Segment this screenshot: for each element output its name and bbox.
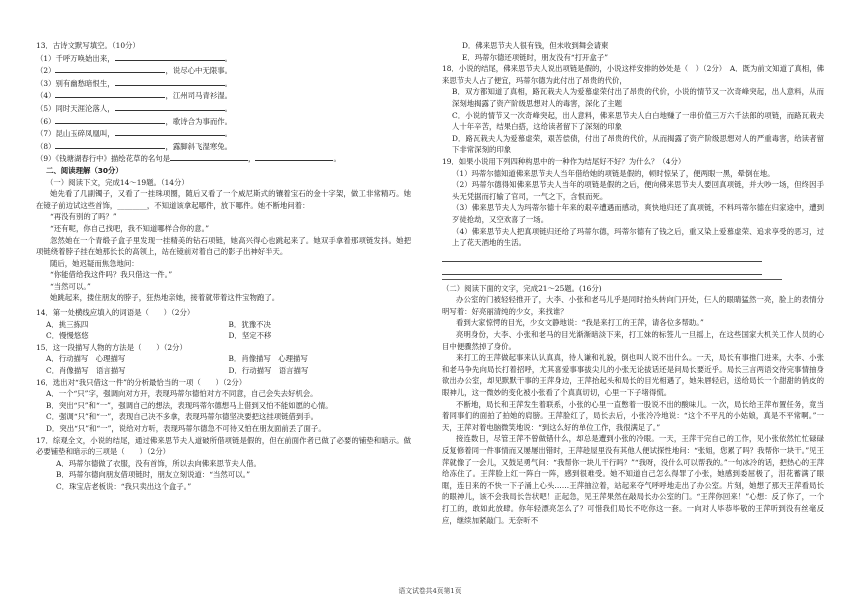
answer-line[interactable] bbox=[442, 251, 762, 262]
answer-blank[interactable] bbox=[115, 77, 225, 86]
option-c[interactable]: C．强调“只”和“一”，表现自己决不多拿，表现玛蒂尔德坚决要把这挂项链借到手。 bbox=[46, 412, 319, 422]
option-b[interactable]: B．肖像描写 心理描写 bbox=[228, 354, 308, 364]
answer-blank[interactable] bbox=[55, 64, 165, 73]
q18-stem: 18．小说的结尾，佛来思节夫人说出项链是假的，小说这样安排的妙处是（ ）（2分） A．既为前文知道了真相，佛来思节夫人占了便宜，玛蒂尔德为此付出了昂贵的代价， bbox=[442, 64, 824, 85]
section-divider bbox=[442, 279, 782, 280]
q15-stem: 15．这一段描写人物的方法是（ ）（2分） bbox=[36, 342, 187, 352]
right-column bbox=[442, 40, 824, 526]
option-c[interactable]: C．珠宝店老板说：“我只卖出这个盒子。” bbox=[56, 481, 192, 491]
answer-line[interactable] bbox=[442, 264, 762, 275]
option-d[interactable]: D．佛来思节夫人很有钱，但未收到舞会请柬 bbox=[462, 41, 609, 50]
option-c[interactable]: C．肖像描写 语言描写 bbox=[46, 366, 126, 376]
q15-options-row bbox=[36, 365, 411, 377]
passage-paragraph: “你能借给我这件吗？我只借这一件。” bbox=[50, 270, 173, 280]
option-a[interactable]: A．挑三拣四 bbox=[46, 319, 89, 329]
q13-line-1: （1）千呼万唤始出来， 。 bbox=[36, 53, 233, 63]
passage-paragraph: 她跳起来，搂住朋友的脖子，狂热地亲她，接着就带着这件宝物跑了。 bbox=[50, 293, 280, 303]
page-footer: 语文试卷共4页第1页 bbox=[398, 587, 462, 595]
passage-paragraph: “还有呢，你自己找吧，我不知道哪样合你的意。” bbox=[50, 223, 210, 233]
q13-line-4: （4） ，江州司马青衫湿。 bbox=[36, 91, 233, 101]
option-d[interactable]: D．路瓦栽夫人为爱慕虚荣，艰苦偿债，付出了昂贵的代价，从而揭露了资产阶级思想对人的严重毒害，给读者留下非常深刻的印象 bbox=[452, 133, 824, 155]
passage-paragraph: “再没有别的了吗？” bbox=[50, 212, 117, 222]
answer-blank[interactable] bbox=[255, 152, 333, 161]
q13-line-7: （7）昆山玉碎凤凰叫， 。 bbox=[36, 129, 233, 139]
q19-option-2: （2）玛蒂尔德得知佛来思节夫人当年的项链是假的之后，便向佛来思节夫人要回真项链，并大吵一场，但终因手头无凭据而打输了官司，一气之下，含恨而死。 bbox=[452, 180, 824, 201]
passage-paragraph: 随后，她迟疑而焦急地问： bbox=[50, 258, 139, 268]
option-c[interactable]: C．慢慢悠悠 bbox=[46, 331, 89, 341]
passage-paragraph: “当然可以。” bbox=[50, 281, 91, 291]
option-a[interactable]: A．行动描写 心理描写 bbox=[46, 354, 126, 364]
q15-options-row bbox=[36, 353, 411, 365]
q14-stem: 14．第一处横线应填入的词语是（ ）（2分） bbox=[36, 308, 195, 318]
q13-line-8: （8） ，露脚斜飞湿寒兔。 bbox=[36, 141, 233, 151]
q14-options-row bbox=[36, 319, 411, 331]
passage-paragraph: 接连数日，尽管王萍不曾做错什么，却总是遭到小张的冷眼。一天，王萍干完自己的工作，见小张依然忙忙碌碌反复修着同一件事情而又屡屡出错时，王萍趁屋里没有其他人便试探性地问：“张姐，您累了吗？我帮你一块干。”见王萍就像了一会儿，又鼓足勇气问：“我帮你一块儿干行吗？”“我呀，没什么可以帮我的。”一句冰冷的话，把热心的王萍给冻住了。王萍脸上红一阵白一阵，感到很难受。她不知道自己怎么得罪了小张，她感到委屈极了，泪花蓄满了眼眶，连日来的不快一下子涌上心头……王萍抽泣着，站起来夺气呼呼地走出了办公室。片刻，她想了那天王萍看局长的眼神儿，该不会我局长告状吧！正起急，见王萍果然在敲局长办公室的门。“王萍你回来！”心想：反了你了，一个打工的，敢如此放肆。你年轻漂亮怎么了？可惜我们局长不吃你这一套。一向对人毕恭毕敬的王萍听到没有丝毫反应，继续加紧敲门。无奈听不 bbox=[442, 434, 824, 525]
left-column bbox=[36, 40, 411, 493]
option-b[interactable]: B．双方都知道了真相，路瓦栽夫人为爱慕虚荣付出了昂贵的代价，小说的情节又一次奇峰突起，出人意料，从而深刻地揭露了资产阶级思想对人的毒害，深化了主题 bbox=[452, 87, 824, 108]
option-a[interactable]: A．一个“只”字，强调向对方开，表现玛蒂尔德怕对方不同意，自己会失去好机会。 bbox=[46, 389, 318, 399]
option-e[interactable]: E．玛蒂尔德还项链时，朋友没有“打开盒子” bbox=[462, 52, 608, 62]
q13-line-9: （9）《钱塘湖春行中》描绘花草的名句是 ， 。 bbox=[36, 154, 341, 164]
passage-paragraph: 办公室的门被轻轻推开了，大李、小张和老马儿乎是同时抬头转向门开处，仨人的眼睛猛然一亮，脸上的表情分明写着：好亮丽清纯的少女，来找谁？ bbox=[442, 295, 824, 316]
option-d[interactable]: D．突出“只”和“一”，说给对方听，表现玛蒂尔德急不可待又怕在朋友面前丢了面子。 bbox=[46, 424, 326, 433]
answer-blank[interactable] bbox=[170, 152, 248, 161]
passage-paragraph: 亮明身份，大李、小张和老马的目光渐渐暗淡下来，打工妹的标签儿一旦摇上，在这些国家大机关工作人员的心目中便骤然掉了身价。 bbox=[442, 330, 824, 351]
option-b[interactable]: B．犹豫不决 bbox=[228, 319, 271, 329]
option-b[interactable]: B．突出“只”和“一”，强调自己的想法，表现玛蒂尔德想马上借到又怕不能如愿的心情。 bbox=[46, 400, 333, 410]
q19-option-3: （3）佛来思节夫人为玛蒂尔德十年来的艰辛遭遇而感动，爽快地归还了真项链，不料玛蒂尔德在归家途中，遭到歹徒抢劫，又空欢喜了一场。 bbox=[452, 203, 824, 224]
q16-stem: 16．选出对“我只借这一件”的分析最恰当的一项（ ）（2分） bbox=[36, 377, 247, 387]
passage-paragraph: 来打工的王萍做起事来认认真真，待人谦和礼貌，倒也叫人说不出什么。一天，局长有事推门进来，大李、小张和老马争先向局长打着招呼，尤其喜爱事事拔尖儿的小张无论拔话还是问局长要近乎。局长三言两语交待完事情抽身欲出办公室，却见默默干事的王萍身边，王萍抬起头和局长的目光相遇了，她朱唇轻启，送给局长一个甜甜的俏皮的眼神儿，这一微妙的变化被小张看了个真真切切，心里一下子堵得慌。 bbox=[442, 353, 824, 398]
answer-blank[interactable] bbox=[115, 102, 225, 111]
answer-blank[interactable] bbox=[115, 127, 225, 136]
passage-paragraph: 她先看了几副镯子，又看了一挂珠项圈，随后又看了一个威尼斯式的镶着宝石的金十字架，做工非常精巧。她在镜子前边试这些首饰，________，不知道该拿起哪件，放下哪件。她不断地问着： bbox=[36, 189, 411, 210]
reading-intro: （二）阅读下面的文字，完成21～25题。(16分) bbox=[442, 283, 602, 293]
option-d[interactable]: D．坚定不移 bbox=[228, 331, 272, 341]
q19-option-4: （4）佛来思节夫人把真项链归还给了玛蒂尔德，玛蒂尔德有了钱之后，重又染上爱慕虚荣、追求享受的恶习，过上了花天酒地的生活。 bbox=[452, 226, 824, 248]
q13-line-6: （6） ，歌诗合为事而作。 bbox=[36, 116, 233, 126]
q17-stem: 17．综观全文，小说的结尾，通过佛来思节夫人道破所借项链是假的，但在前面作者已做了必要的铺垫和暗示。做必要铺垫和暗示的三项是（ ）（2分） bbox=[36, 435, 411, 457]
option-d[interactable]: D．行动描写 语言描写 bbox=[228, 366, 309, 376]
option-b[interactable]: B．玛蒂尔德向朋友借项链时，朋友立刻说道：“当然可以。” bbox=[56, 470, 251, 480]
q13-line-5: （5）同时天涯沦落人， 。 bbox=[36, 103, 233, 113]
option-c[interactable]: C．小说的情节又一次奇峰突起，出人意料，佛来思节夫人白白地赚了一串价值三万六千法郎的项链，而路瓦栽夫人十年辛苦，结果白搭，这给读者留下了深刻的印象 bbox=[452, 110, 824, 132]
answer-blank[interactable] bbox=[55, 89, 165, 98]
q14-options-row bbox=[36, 330, 411, 342]
reading-intro: （一）阅读下文，完成14～19题。（14分） bbox=[46, 177, 189, 187]
answer-blank[interactable] bbox=[55, 140, 165, 149]
q19-stem: 19．如果小说用下列四种构思中的一种作为结尾好不好？为什么？（4分） bbox=[442, 156, 686, 166]
option-a[interactable]: A．玛蒂尔德做了衣服，没有首饰，所以去向佛来思节夫人借。 bbox=[56, 458, 261, 468]
passage-paragraph: 忽然她在一个青缎子盒子里发现一挂精美的钻石项链，她高兴得心也跳起来了。她双手拿着那项链发抖。她把项链绕着脖子挂在她那长长的高领上，站在镜前对着自己的影子出神好半天。 bbox=[36, 235, 411, 257]
passage-paragraph: 看到大家惊愕的目光，少女文静地说：“我是来打工的王萍，请各位多帮助。” bbox=[456, 318, 704, 328]
q13-line-2: （2） ，说尽心中无限事。 bbox=[36, 66, 233, 76]
answer-blank[interactable] bbox=[115, 52, 225, 61]
section-heading: 二、阅读理解（30分） bbox=[46, 165, 123, 175]
q13-title: 13．古诗文默写填空。（10分） bbox=[36, 41, 140, 50]
answer-blank[interactable] bbox=[55, 115, 165, 124]
q19-option-1: （1）玛蒂尔德知道佛来思节夫人当年借给她的项链是假的，顿时惊呆了，便两眼一黑，晕倒在地。 bbox=[452, 168, 775, 178]
q13-line-3: （3）别有幽愁暗恨生， 。 bbox=[36, 78, 233, 88]
passage-paragraph: 不断地，局长和王萍发生着联系，小张的心里一直憋着一股说不出的酸味儿。一次，局长给王萍布置任务，竟当着同事们的面拍了拍她的肩膀。王萍脸红了，局长去后，小张冷冷地说：“这个不平凡的小姑娘，真是不平常啊。”一天，王萍对着电脑微笑地说：“到这么好的单位工作，我很满足了。” bbox=[442, 399, 824, 432]
